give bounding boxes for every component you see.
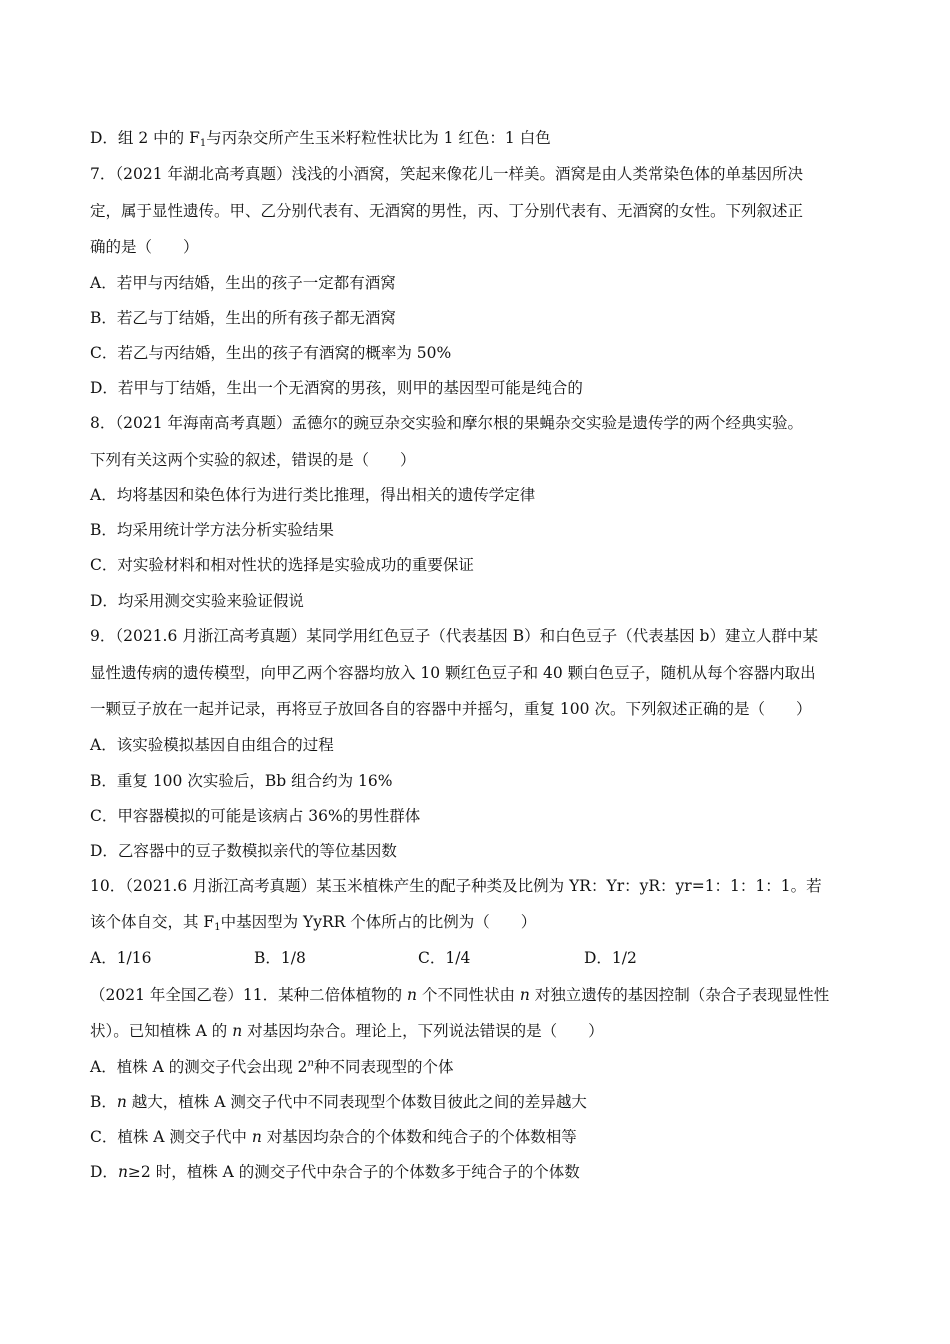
q7-option-a: A．若甲与丙结婚，生出的孩子一定都有酒窝 [90,274,396,292]
variable-n: n [232,1022,243,1040]
q6-option-d [90,128,880,148]
q11-option-d-text: D． [90,1163,118,1181]
q9-stem-line: 9．（2021.6 月浙江高考真题）某同学用红色豆子（代表基因 B）和白色豆子（代表基因 b）建立人群中某 [90,627,818,645]
q11-option-a-text: 种不同表现型的个体 [313,1058,454,1076]
variable-n: n [251,1128,262,1146]
q7-stem-line: 确的是（ ） [90,238,199,256]
q9-option-d: D．乙容器中的豆子数模拟亲代的等位基因数 [90,842,397,860]
q10-option-c: C．1/4 [418,949,471,967]
q11-option-b-text: B． [90,1093,117,1111]
q11-option-c [90,1127,880,1147]
q10-stem-line [90,912,880,932]
variable-n: n [117,1163,128,1181]
q9-stem-line: 一颗豆子放在一起并记录，再将豆子放回各自的容器中并摇匀，重复 100 次。下列叙述正确的是（ ） [90,700,812,718]
q6-option-d-text: 与丙杂交所产生玉米籽粒性状比为 1 红色：1 白色 [206,129,551,147]
q11-option-d [90,1162,880,1182]
q11-stem-text: 对独立遗传的基因控制（杂合子表现显性性 [529,986,830,1004]
q8-option-c: C．对实验材料和相对性状的选择是实验成功的重要保证 [90,556,474,574]
variable-n: n [519,986,530,1004]
q11-stem-text: 对基因均杂合。理论上，下列说法错误的是（ ） [242,1022,604,1040]
q7-option-c: C．若乙与丙结婚，生出的孩子有酒窝的概率为 50% [90,344,452,362]
q8-option-d: D．均采用测交实验来验证假说 [90,592,304,610]
q8-option-a: A．均将基因和染色体行为进行类比推理，得出相关的遗传学定律 [90,486,536,504]
q11-option-b-text: 越大，植株 A 测交子代中不同表现型个体数目彼此之间的差异越大 [126,1093,587,1111]
q11-stem-text: 个不同性状由 [417,986,520,1004]
q7-stem-line: 定，属于显性遗传。甲、乙分别代表有、无酒窝的男性，丙、丁分别代表有、无酒窝的女性。下列叙述正 [90,202,804,220]
q10-stem-text: 中基因型为 YyRR 个体所占的比例为（ ） [220,913,537,931]
q6-option-d-text: D．组 2 中的 F [90,129,200,147]
q10-stem-line: 10．（2021.6 月浙江高考真题）某玉米植株产生的配子种类及比例为 YR：Yr：yR：yr=1：1：1：1。若 [90,877,822,895]
superscript-n: n [307,1058,314,1069]
q11-option-a [90,1057,880,1077]
q8-stem-line: 8．（2021 年海南高考真题）孟德尔的豌豆杂交实验和摩尔根的果蝇杂交实验是遗传学的两个经典实验。 [90,414,803,432]
q7-option-b: B．若乙与丁结婚，生出的所有孩子都无酒窝 [90,309,396,327]
q11-stem-line [90,985,880,1005]
q11-stem-text: （2021 年全国乙卷）11．某种二倍体植物的 [90,986,408,1004]
q10-option-b: B．1/8 [254,949,306,967]
q10-option-a: A．1/16 [90,949,152,967]
subscript: 1 [199,138,207,149]
q11-option-c-text: 对基因均杂合的个体数和纯合子的个体数相等 [261,1128,577,1146]
q7-option-d: D．若甲与丁结婚，生出一个无酒窝的男孩，则甲的基因型可能是纯合的 [90,379,583,397]
q11-option-d-text: ≥2 时，植株 A 的测交子代中杂合子的个体数多于纯合子的个体数 [127,1163,580,1181]
q11-stem-text: 状）。已知植株 A 的 [90,1022,233,1040]
q10-option-d: D．1/2 [584,949,637,967]
subscript: 1 [214,922,221,933]
q10-stem-text: 该个体自交，其 F [90,913,215,931]
q8-option-b: B．均采用统计学方法分析实验结果 [90,521,334,539]
q7-stem-line: 7．（2021 年湖北高考真题）浅浅的小酒窝，笑起来像花儿一样美。酒窝是由人类常染色体的单基因所决 [90,165,803,183]
q11-option-b [90,1092,880,1112]
variable-n: n [407,986,418,1004]
variable-n: n [116,1093,127,1111]
q9-stem-line: 显性遗传病的遗传模型，向甲乙两个容器均放入 10 颗红色豆子和 40 颗白色豆子，随机从每个容器内取出 [90,664,816,682]
q8-stem-line: 下列有关这两个实验的叙述，错误的是（ ） [90,451,416,469]
q9-option-b: B．重复 100 次实验后，Bb 组合约为 16% [90,772,393,790]
q9-option-a: A．该实验模拟基因自由组合的过程 [90,736,334,754]
q11-option-c-text: C．植株 A 测交子代中 [90,1128,252,1146]
q11-option-a-text: A．植株 A 的测交子代会出现 2 [90,1058,308,1076]
q9-option-c: C．甲容器模拟的可能是该病占 36%的男性群体 [90,807,421,825]
q11-stem-line [90,1021,880,1041]
